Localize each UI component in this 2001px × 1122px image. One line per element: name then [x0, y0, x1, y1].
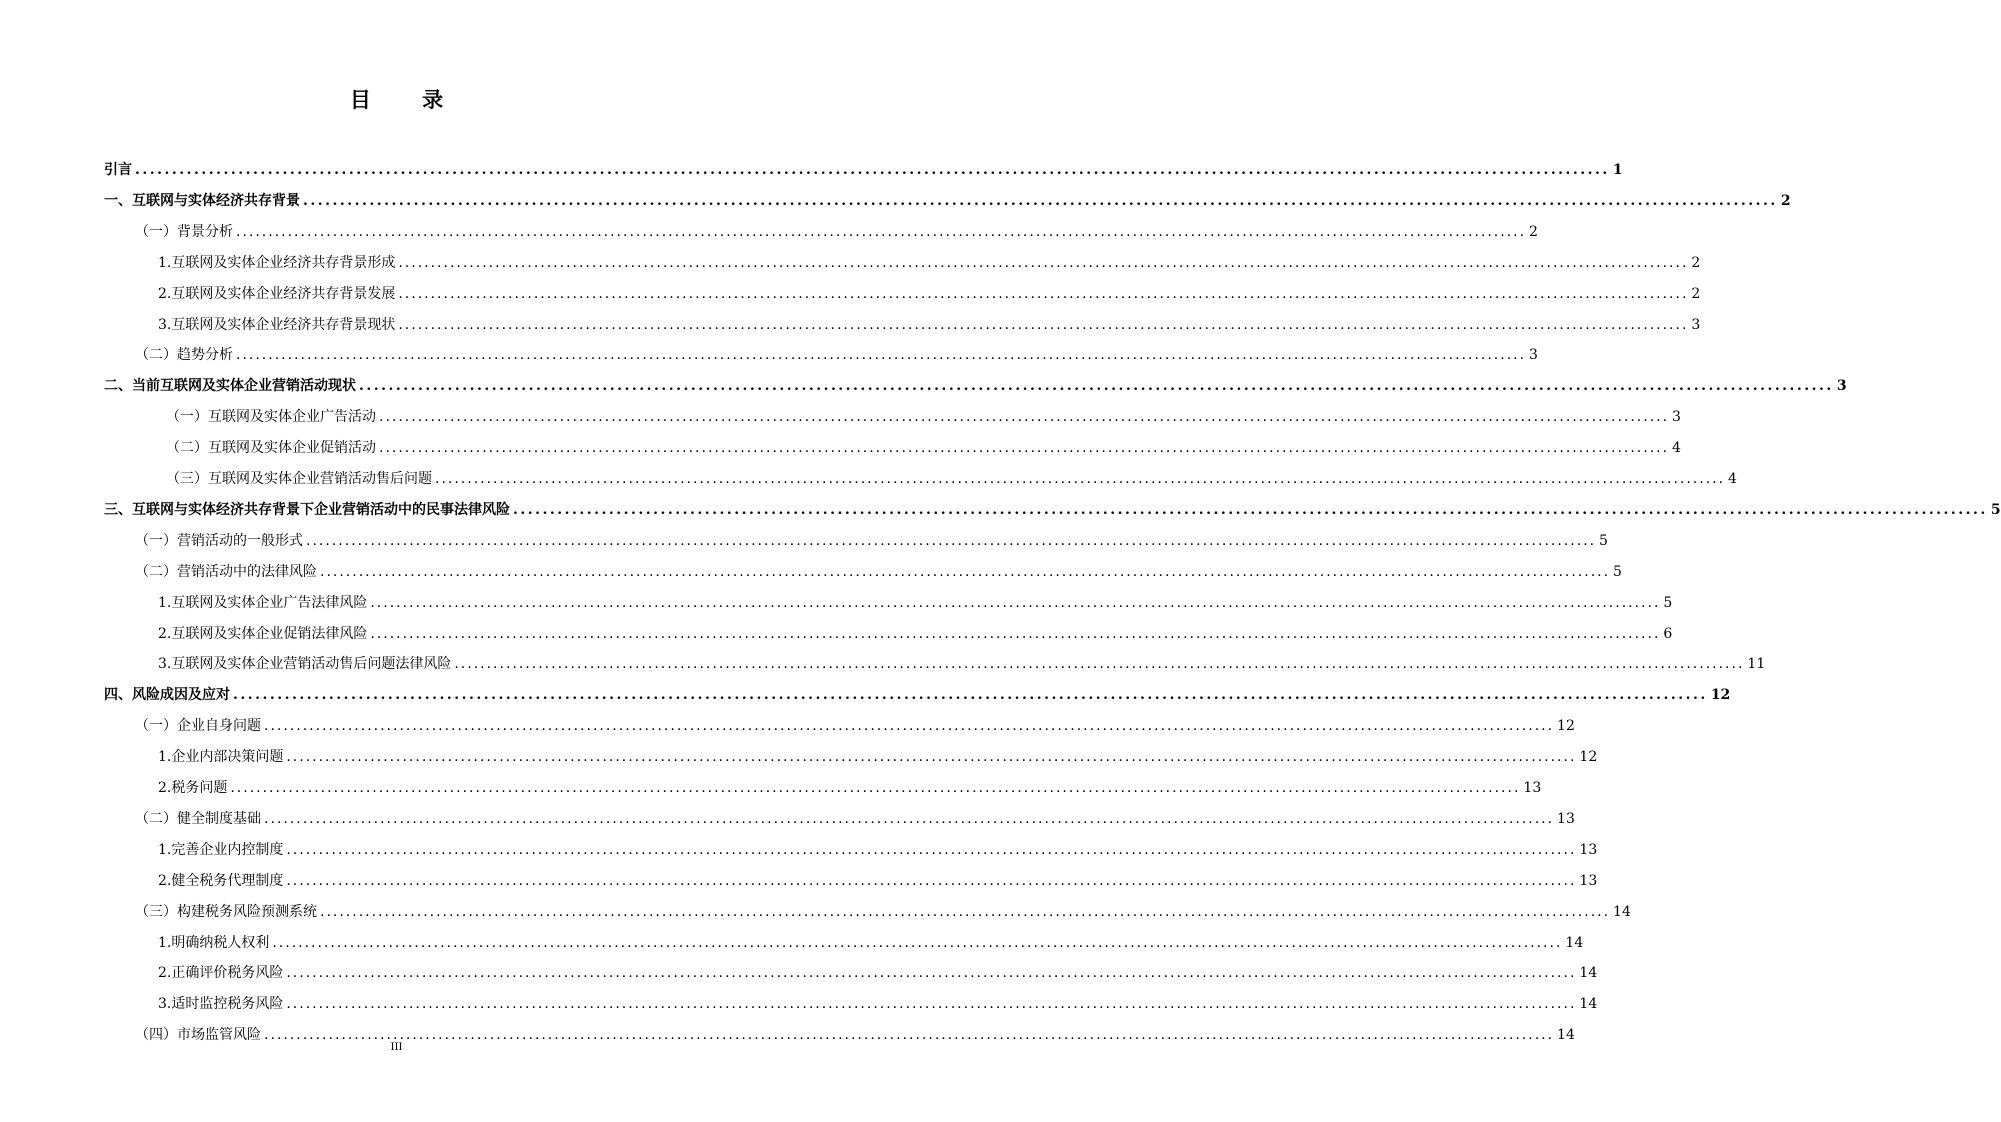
toc-entry-title: 一、互联网与实体经济共存背景: [104, 192, 300, 209]
toc-entry[interactable]: [135, 212, 1538, 242]
toc-entry-title: 2.正确评价税务风险: [158, 965, 284, 982]
page-number-footer: III: [390, 1042, 403, 1053]
toc-entry-title: 1.企业内部决策问题: [158, 749, 284, 766]
toc-page-number: 2: [1780, 192, 1791, 209]
toc-dot-leader: ........................................................................................................................................................................................................: [230, 780, 1521, 796]
toc-dot-leader: ........................................................................................................................................................................................................: [513, 501, 1988, 518]
toc-entry-title: （二）健全制度基础: [135, 810, 261, 827]
toc-page-number: 12: [1710, 687, 1731, 704]
toc-entry[interactable]: [166, 428, 1681, 458]
toc-dot-leader: ........................................................................................................................................................................................................: [379, 409, 1670, 426]
toc-entry[interactable]: [158, 644, 1766, 674]
toc-dot-leader: ........................................................................................................................................................................................................: [264, 810, 1555, 827]
toc-page-number: 14: [1565, 934, 1584, 951]
toc-page-number: 1: [1612, 162, 1623, 178]
toc-dot-leader: ........................................................................................................................................................................................................: [272, 934, 1563, 951]
toc-page-number: 3: [1691, 316, 1701, 333]
toc-entry-title: （二）趋势分析: [135, 347, 233, 364]
toc-entry[interactable]: [166, 459, 1737, 489]
toc-entry[interactable]: [104, 181, 1791, 211]
toc-entry[interactable]: [158, 737, 1598, 767]
toc-entry[interactable]: [158, 861, 1598, 891]
toc-entry[interactable]: [158, 583, 1673, 613]
toc-entry[interactable]: [135, 335, 1538, 365]
toc-dot-leader: ........................................................................................................................................................................................................: [370, 625, 1661, 642]
toc-entry-title: 四、风险成因及应对: [104, 687, 230, 704]
toc-dot-leader: ........................................................................................................................................................................................................: [398, 254, 1689, 271]
toc-dot-leader: ........................................................................................................................................................................................................: [398, 316, 1689, 333]
toc-entry[interactable]: [135, 521, 1608, 551]
toc-entry[interactable]: [158, 830, 1598, 860]
toc-dot-leader: ........................................................................................................................................................................................................: [286, 965, 1577, 982]
toc-entry-title: 3.适时监控税务风险: [158, 996, 284, 1013]
toc-dot-leader: ........................................................................................................................................................................................................: [320, 563, 1611, 580]
toc-page-number: 14: [1579, 996, 1598, 1013]
toc-dot-leader: ........................................................................................................................................................................................................: [306, 532, 1597, 549]
toc-page-number: 5: [1599, 532, 1608, 549]
toc-entry[interactable]: [158, 614, 1673, 644]
toc-page-number: 5: [1990, 501, 2001, 518]
toc-dot-leader: ........................................................................................................................................................................................................: [379, 440, 1670, 457]
toc-entry-title: （一）背景分析: [135, 223, 233, 240]
toc-entry-title: （四）市场监管风险: [135, 1027, 261, 1044]
toc-page-number: 2: [1691, 254, 1701, 271]
toc-dot-leader: ........................................................................................................................................................................................................: [264, 1027, 1555, 1044]
toc-entry[interactable]: [158, 768, 1542, 798]
toc-page-number: 14: [1613, 903, 1631, 920]
toc-page-number: 4: [1728, 471, 1737, 487]
toc-entry-title: 三、互联网与实体经济共存背景下企业营销活动中的民事法律风险: [104, 501, 510, 518]
toc-entry-title: 1.互联网及实体企业广告法律风险: [158, 594, 368, 611]
toc-entry[interactable]: [158, 243, 1701, 273]
toc-dot-leader: ........................................................................................................................................................................................................: [370, 594, 1661, 611]
toc-entry[interactable]: [135, 799, 1575, 829]
toc-page-number: 12: [1579, 749, 1598, 766]
toc-entry[interactable]: [158, 984, 1598, 1014]
toc-dot-leader: ........................................................................................................................................................................................................: [236, 347, 1527, 364]
toc-entry-title: 1.完善企业内控制度: [158, 841, 284, 858]
toc-entry-title: 1.明确纳税人权利: [158, 934, 270, 951]
toc-dot-leader: ........................................................................................................................................................................................................: [286, 872, 1577, 889]
toc-dot-leader: ........................................................................................................................................................................................................: [236, 223, 1527, 240]
toc-dot-leader: ........................................................................................................................................................................................................: [286, 841, 1577, 858]
toc-entry[interactable]: [104, 675, 1731, 705]
toc-page-number: 11: [1747, 656, 1766, 673]
toc-entry[interactable]: [135, 1015, 1575, 1045]
toc-dot-leader: ........................................................................................................................................................................................................: [286, 996, 1577, 1013]
toc-page-number: 3: [1529, 347, 1538, 364]
page-title: 目 录: [349, 87, 466, 112]
toc-dot-leader: ........................................................................................................................................................................................................: [233, 687, 1708, 704]
toc-entry[interactable]: [135, 892, 1631, 922]
toc-entry-title: （三）互联网及实体企业营销活动售后问题: [166, 471, 432, 487]
toc-dot-leader: ........................................................................................................................................................................................................: [264, 718, 1555, 735]
toc-dot-leader: ........................................................................................................................................................................................................: [320, 903, 1611, 920]
toc-page-number: 13: [1557, 810, 1575, 827]
toc-page-number: 13: [1523, 780, 1542, 796]
toc-entry[interactable]: [104, 490, 2001, 520]
toc-page-number: 14: [1579, 965, 1598, 982]
toc-entry-title: 2.税务问题: [158, 780, 228, 796]
toc-dot-leader: ........................................................................................................................................................................................................: [135, 162, 1610, 178]
toc-entry[interactable]: [166, 397, 1681, 427]
toc-entry[interactable]: [158, 274, 1701, 304]
toc-entry-title: （一）营销活动的一般形式: [135, 532, 303, 549]
toc-entry-title: 引言: [104, 162, 132, 178]
toc-dot-leader: ........................................................................................................................................................................................................: [398, 285, 1689, 302]
toc-entry-title: 3.互联网及实体企业营销活动售后问题法律风险: [158, 656, 452, 673]
toc-entry[interactable]: [135, 552, 1622, 582]
toc-dot-leader: ........................................................................................................................................................................................................: [303, 192, 1778, 209]
toc-entry-title: 2.互联网及实体企业促销法律风险: [158, 625, 368, 642]
toc-page-number: 5: [1663, 594, 1673, 611]
toc-page-number: 3: [1836, 378, 1847, 395]
toc-entry-title: （三）构建税务风险预测系统: [135, 903, 317, 920]
toc-entry-title: （一）互联网及实体企业广告活动: [166, 409, 376, 426]
toc-page-number: 2: [1691, 285, 1701, 302]
toc-entry[interactable]: [135, 706, 1575, 736]
toc-page-number: 6: [1663, 625, 1673, 642]
toc-page-number: 4: [1672, 440, 1681, 457]
toc-dot-leader: ........................................................................................................................................................................................................: [435, 471, 1726, 487]
toc-page-number: 5: [1613, 563, 1622, 580]
toc-entry-title: （一）企业自身问题: [135, 718, 261, 735]
toc-page-number: 14: [1557, 1027, 1575, 1044]
toc-entry-title: 1.互联网及实体企业经济共存背景形成: [158, 254, 396, 271]
toc-entry-title: （二）营销活动中的法律风险: [135, 563, 317, 580]
toc-entry-title: 2.互联网及实体企业经济共存背景发展: [158, 285, 396, 302]
toc-entry[interactable]: [158, 953, 1598, 983]
toc-entry-title: 3.互联网及实体企业经济共存背景现状: [158, 316, 396, 333]
toc-entry[interactable]: [104, 366, 1847, 396]
toc-entry-title: 二、当前互联网及实体企业营销活动现状: [104, 378, 356, 395]
toc-page-number: 2: [1529, 223, 1538, 240]
toc-entry[interactable]: [158, 923, 1584, 953]
toc-entry-title: （二）互联网及实体企业促销活动: [166, 440, 376, 457]
toc-page-number: 13: [1579, 841, 1598, 858]
toc-entry-title: 2.健全税务代理制度: [158, 872, 284, 889]
toc-dot-leader: ........................................................................................................................................................................................................: [454, 656, 1745, 673]
toc-dot-leader: ........................................................................................................................................................................................................: [286, 749, 1577, 766]
toc-page-number: 13: [1579, 872, 1598, 889]
toc-page-number: 3: [1672, 409, 1681, 426]
toc-entry[interactable]: [158, 305, 1701, 335]
toc-entry[interactable]: [104, 150, 1623, 180]
toc-page-number: 12: [1557, 718, 1575, 735]
toc-dot-leader: ........................................................................................................................................................................................................: [359, 378, 1834, 395]
